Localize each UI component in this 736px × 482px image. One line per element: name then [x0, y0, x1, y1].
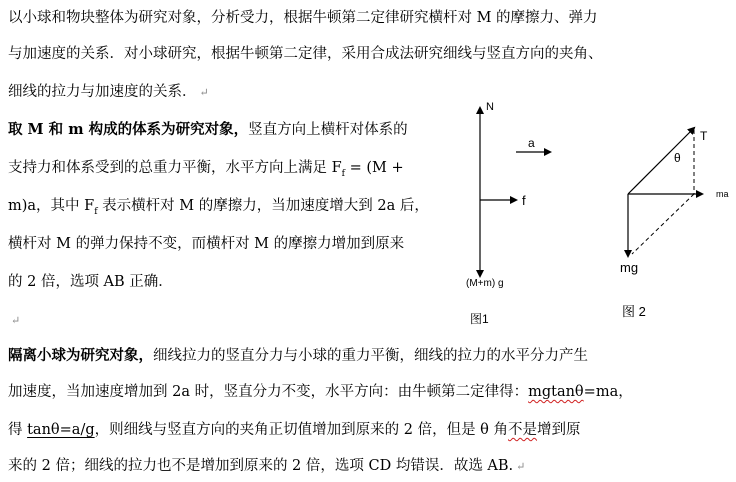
text-line-6: m)a，其中 $F_f$ 表示横杆对 M 的摩擦力，当加速度增大到 2a 后，: [8, 198, 429, 217]
paragraph-mark: ↵: [199, 86, 209, 99]
text-line-12: 得 tanθ=a/g，则细线与竖直方向的夹角正切值增加到原来的 2 倍，但是 θ 角不是增到原: [8, 422, 581, 438]
figure-1-caption: 图1: [470, 312, 489, 326]
label-a: a: [528, 136, 535, 150]
bold-heading: 取 M 和 m 构成的体系为研究对象，: [8, 121, 249, 138]
label-T: T: [700, 129, 708, 143]
dashed-diagonal: [632, 194, 694, 254]
label-ma: ma: [716, 189, 729, 199]
tension-arrow: [628, 128, 694, 194]
equation: tanθ=a/g: [27, 422, 95, 438]
bold-heading: 隔离小球为研究对象，: [8, 347, 153, 364]
text-line-13: 来的 2 倍；细线的拉力也不是增加到原来的 2 倍，选项 CD 均错误．故选 AB. ↵: [8, 458, 526, 474]
text-line-3: 细线的拉力与加速度的关系． ↵: [8, 84, 209, 100]
label-f: f: [522, 193, 526, 208]
paragraph-mark: ↵: [11, 314, 21, 327]
text-line-5: 支持力和体系受到的总重力平衡，水平方向上满足 $F_f = (M$ +: [8, 160, 404, 179]
figure-2-caption: 图 2: [622, 304, 646, 319]
text-line-1: 以小球和物块整体为研究对象，分析受力，根据牛顿第二定律研究横杆对 M 的摩擦力、弹力: [8, 10, 598, 26]
text-line-9: [8, 310, 20, 331]
label-weight: (M+m) g: [466, 278, 504, 289]
paragraph-mark: ↵: [516, 460, 526, 473]
text-line-10: 隔离小球为研究对象，细线拉力的竖直分力与小球的重力平衡，细线的拉力的水平分力产生: [8, 347, 588, 364]
figure-2-force-triangle: [606, 118, 736, 324]
text-line-4: 取 M 和 m 构成的体系为研究对象，竖直方向上横杆对体系的: [8, 121, 408, 138]
text-line-11: 加速度，当加速度增加到 2a 时，竖直分力不变，水平方向：由牛顿第二定律得：mgtanθ=ma，: [8, 384, 633, 400]
equation: mgtanθ: [528, 384, 584, 400]
figure-1-free-body-diagram: [448, 96, 568, 336]
wavy-underlined-text: 不是: [508, 422, 538, 438]
label-mg: mg: [620, 260, 639, 275]
text-line-7: 横杆对 M 的弹力保持不变，而横杆对 M 的摩擦力增加到原来: [8, 236, 405, 252]
text-line-8: 的 2 倍，选项 AB 正确．: [8, 274, 173, 290]
text-line-2: 与加速度的关系．对小球研究，根据牛顿第二定律，采用合成法研究细线与竖直方向的夹角、: [8, 46, 603, 62]
label-theta: θ: [674, 151, 681, 165]
label-N: N: [486, 101, 494, 113]
force-symbol: $F_f$: [84, 198, 98, 217]
force-symbol: $F_f$: [331, 160, 346, 179]
